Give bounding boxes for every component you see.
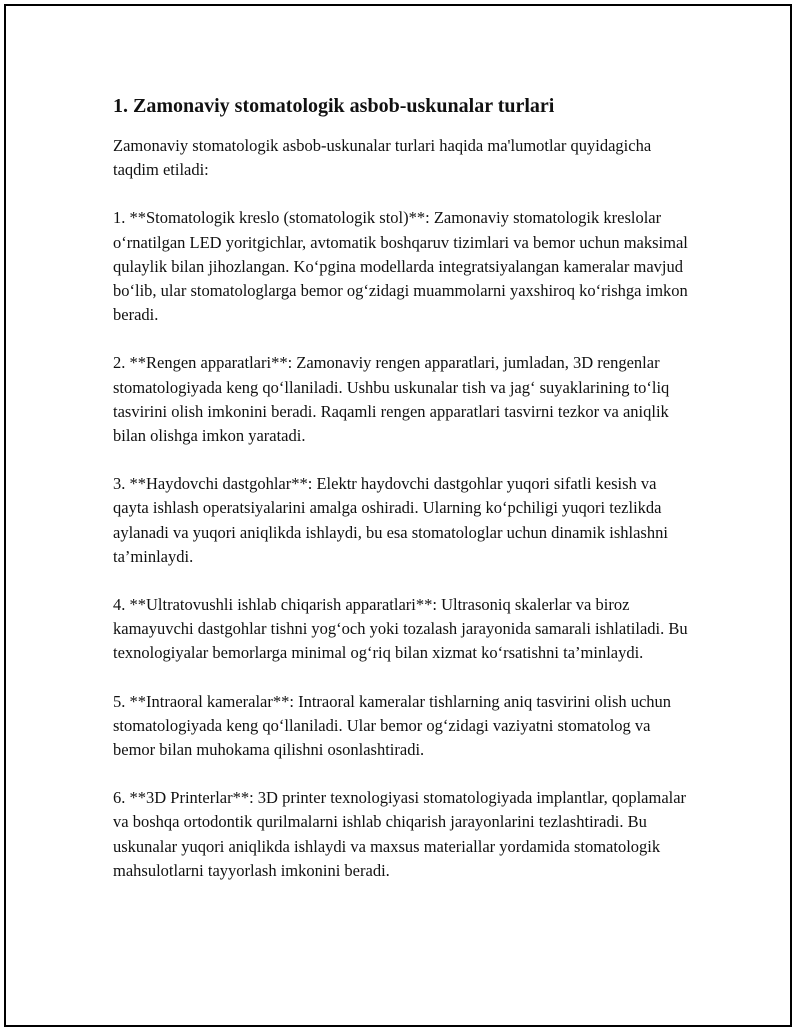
list-item-handpieces: 3. **Haydovchi dastgohlar**: Elektr haydovchi dastgohlar yuqori sifatli kesish va qayta ishlash operatsiyalarini amalga oshiradi. Ularning ko‘pchiligi yuqori tezlikda aylanadi va yuqori aniqlikda ishlaydi, bu esa stomatologlar uchun dinamik ishlashni ta’minlaydi. (113, 474, 668, 566)
document-title: 1. Zamonaviy stomatologik asbob-uskunalar turlari (113, 95, 555, 117)
intro-paragraph: Zamonaviy stomatologik asbob-uskunalar turlari haqida ma'lumotlar quyidagicha taqdim etiladi: (113, 136, 652, 180)
list-item-intraoral-cameras: 5. **Intraoral kameralar**: Intraoral kameralar tishlarning aniq tasvirini olish uchun stomatologiyada keng qo‘llaniladi. Ular bemor og‘zidagi vaziyatni stomatolog va bemor bilan muhokama qilishni osonlashtiradi. (113, 691, 672, 760)
list-item-dental-chair: 1. **Stomatologik kreslo (stomatologik stol)**: Zamonaviy stomatologik kreslolar o‘rnatilgan LED yoritgichlar, avtomatik boshqaruv tizimlari va bemor uchun maksimal qulaylik bilan jihozlangan. Ko‘pgina modellarda integratsiyalangan kameralar mavjud bo‘lib, ular stomatologlarga bemor og‘zidagi muammolarni yaxshiroq ko‘rishga imkon beradi. (113, 208, 688, 325)
list-item-ultrasonic-devices: 4. **Ultratovushli ishlab chiqarish apparatlari**: Ultrasoniq skalerlar va biroz kamayuvchi dastgohlar tishni yog‘och yoki tozalash jarayonida samarali ishlatiladi. Bu texnologiyalar bemorlarga minimal og‘riq bilan xizmat ko‘rsatishni ta’minlaydi. (113, 595, 688, 663)
list-item-3d-printers: 6. **3D Printerlar**: 3D printer texnologiyasi stomatologiyada implantlar, qoplamalar va boshqa ortodontik qurilmalarni ishlab chiqarish jarayonlarini tezlashtiradi. Bu uskunalar yuqori aniqlikda ishlaydi va maxsus materiallar yordamida stomatologik mahsulotlarni tayyorlash imkonini beradi. (113, 788, 687, 880)
document-body (113, 92, 688, 907)
list-item-xray-devices: 2. **Rengen apparatlari**: Zamonaviy rengen apparatlari, jumladan, 3D rengenlar stomatologiyada keng qo‘llaniladi. Ushbu uskunalar tish va jag‘ suyaklarining to‘liq tasvirini olish imkonini beradi. Raqamli rengen apparatlari tasvirni tezkor va aniqlik bilan olishga imkon yaratadi. (113, 353, 670, 446)
